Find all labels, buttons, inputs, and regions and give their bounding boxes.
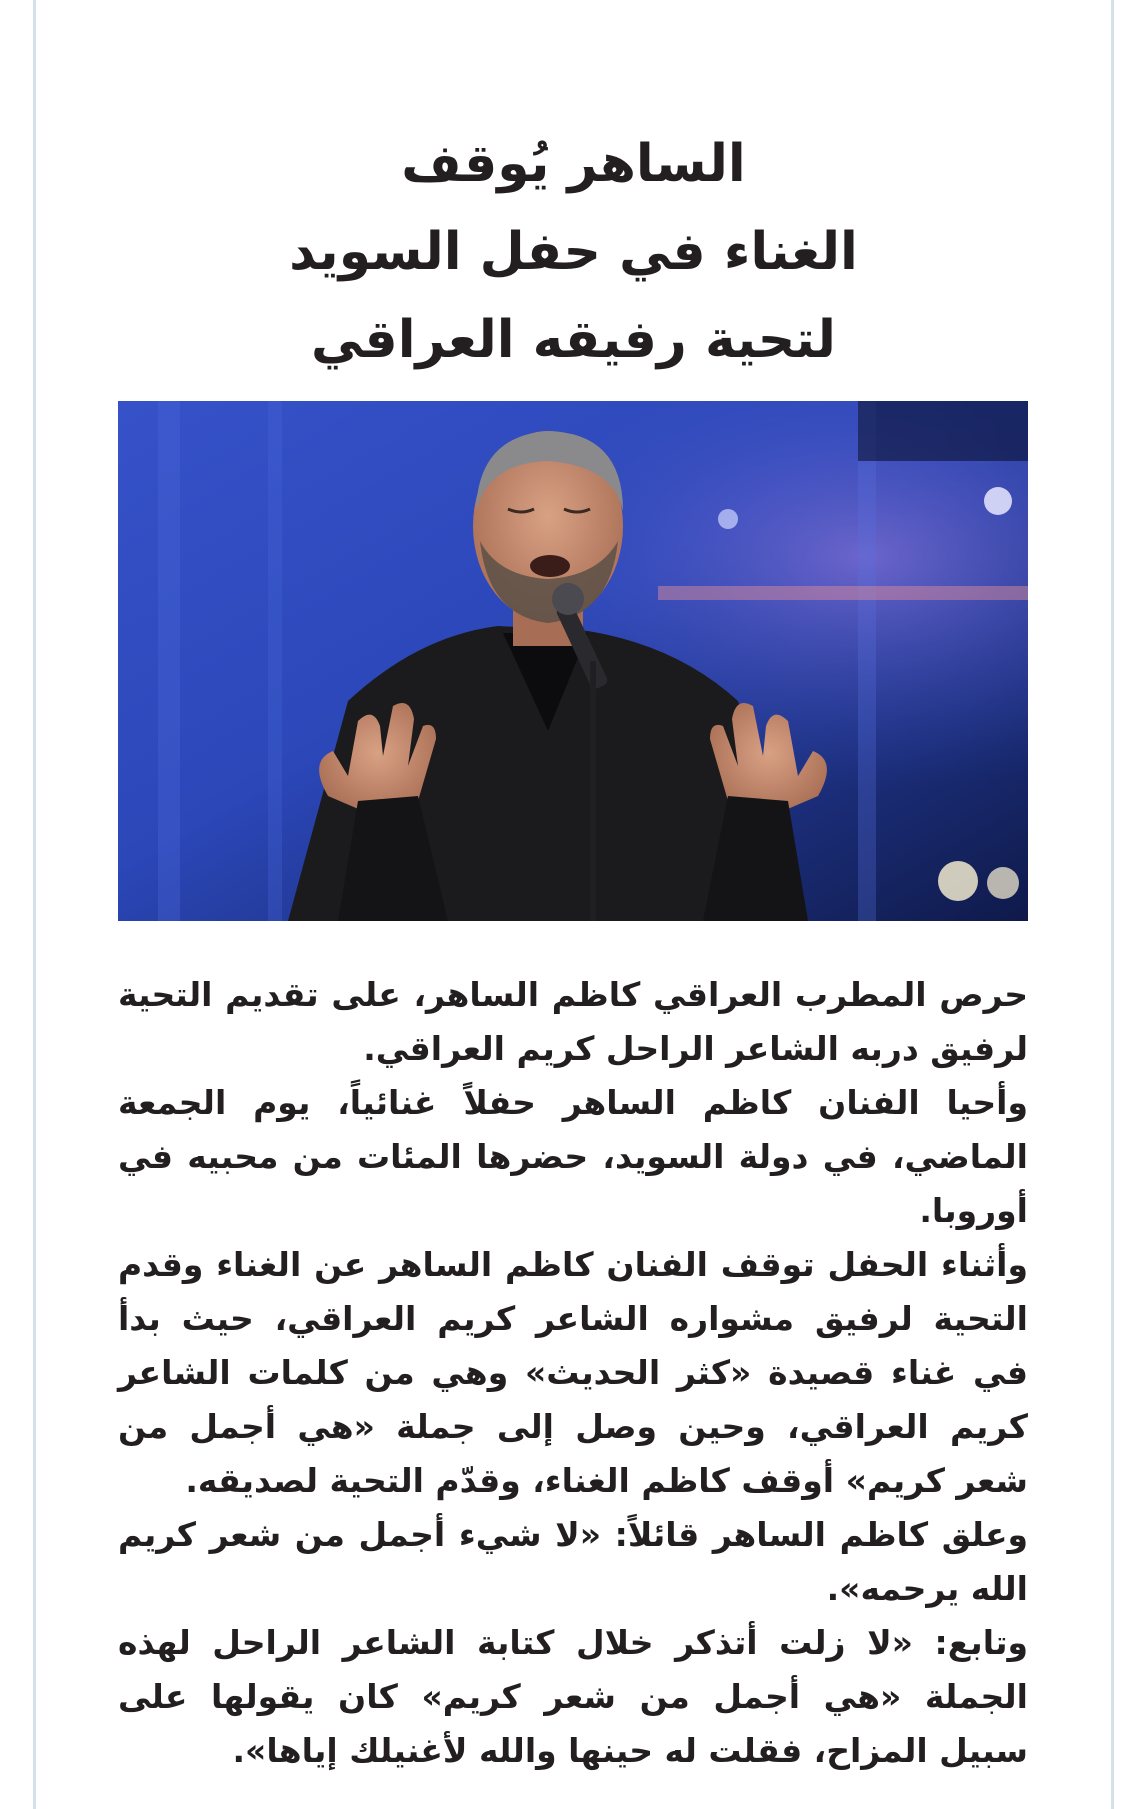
article-body <box>118 968 1028 1778</box>
headline-line-2: الغناء في حفل السويد <box>289 222 858 282</box>
headline-line-1: الساهر يُوقف <box>401 134 746 194</box>
paragraph: حرص المطرب العراقي كاظم الساهر، على تقديم التحية لرفيق دربه الشاعر الراحل كريم العراقي. <box>118 975 1028 1068</box>
article-headline <box>120 120 1027 384</box>
paragraph: وأثناء الحفل توقف الفنان كاظم الساهر عن الغناء وقدم التحية لرفيق مشواره الشاعر كريم العراقي، حيث بدأ في غناء قصيدة «كثر الحديث» وهي من كلمات الشاعر كريم العراقي، وحين وصل إلى جملة «هي أجمل من شعر كريم» أوقف كاظم الغناء، وقدّم التحية لصديقه. <box>118 1245 1028 1500</box>
paragraph: وعلق كاظم الساهر قائلاً: «لا شيء أجمل من شعر كريم الله يرحمه». <box>118 1515 1028 1608</box>
paragraph: وتابع: «لا زلت أتذكر خلال كتابة الشاعر الراحل لهذه الجملة «هي أجمل من شعر كريم» كان يقولها على سبيل المزاح، فقلت له حينها والله لأغنيلك إياها». <box>118 1623 1028 1770</box>
paragraph: وأحيا الفنان كاظم الساهر حفلاً غنائياً، يوم الجمعة الماضي، في دولة السويد، حضرها المئات من محبيه في أوروبا. <box>118 1083 1028 1230</box>
headline-line-3: لتحية رفيقه العراقي <box>311 310 836 370</box>
article-photo <box>118 401 1028 921</box>
